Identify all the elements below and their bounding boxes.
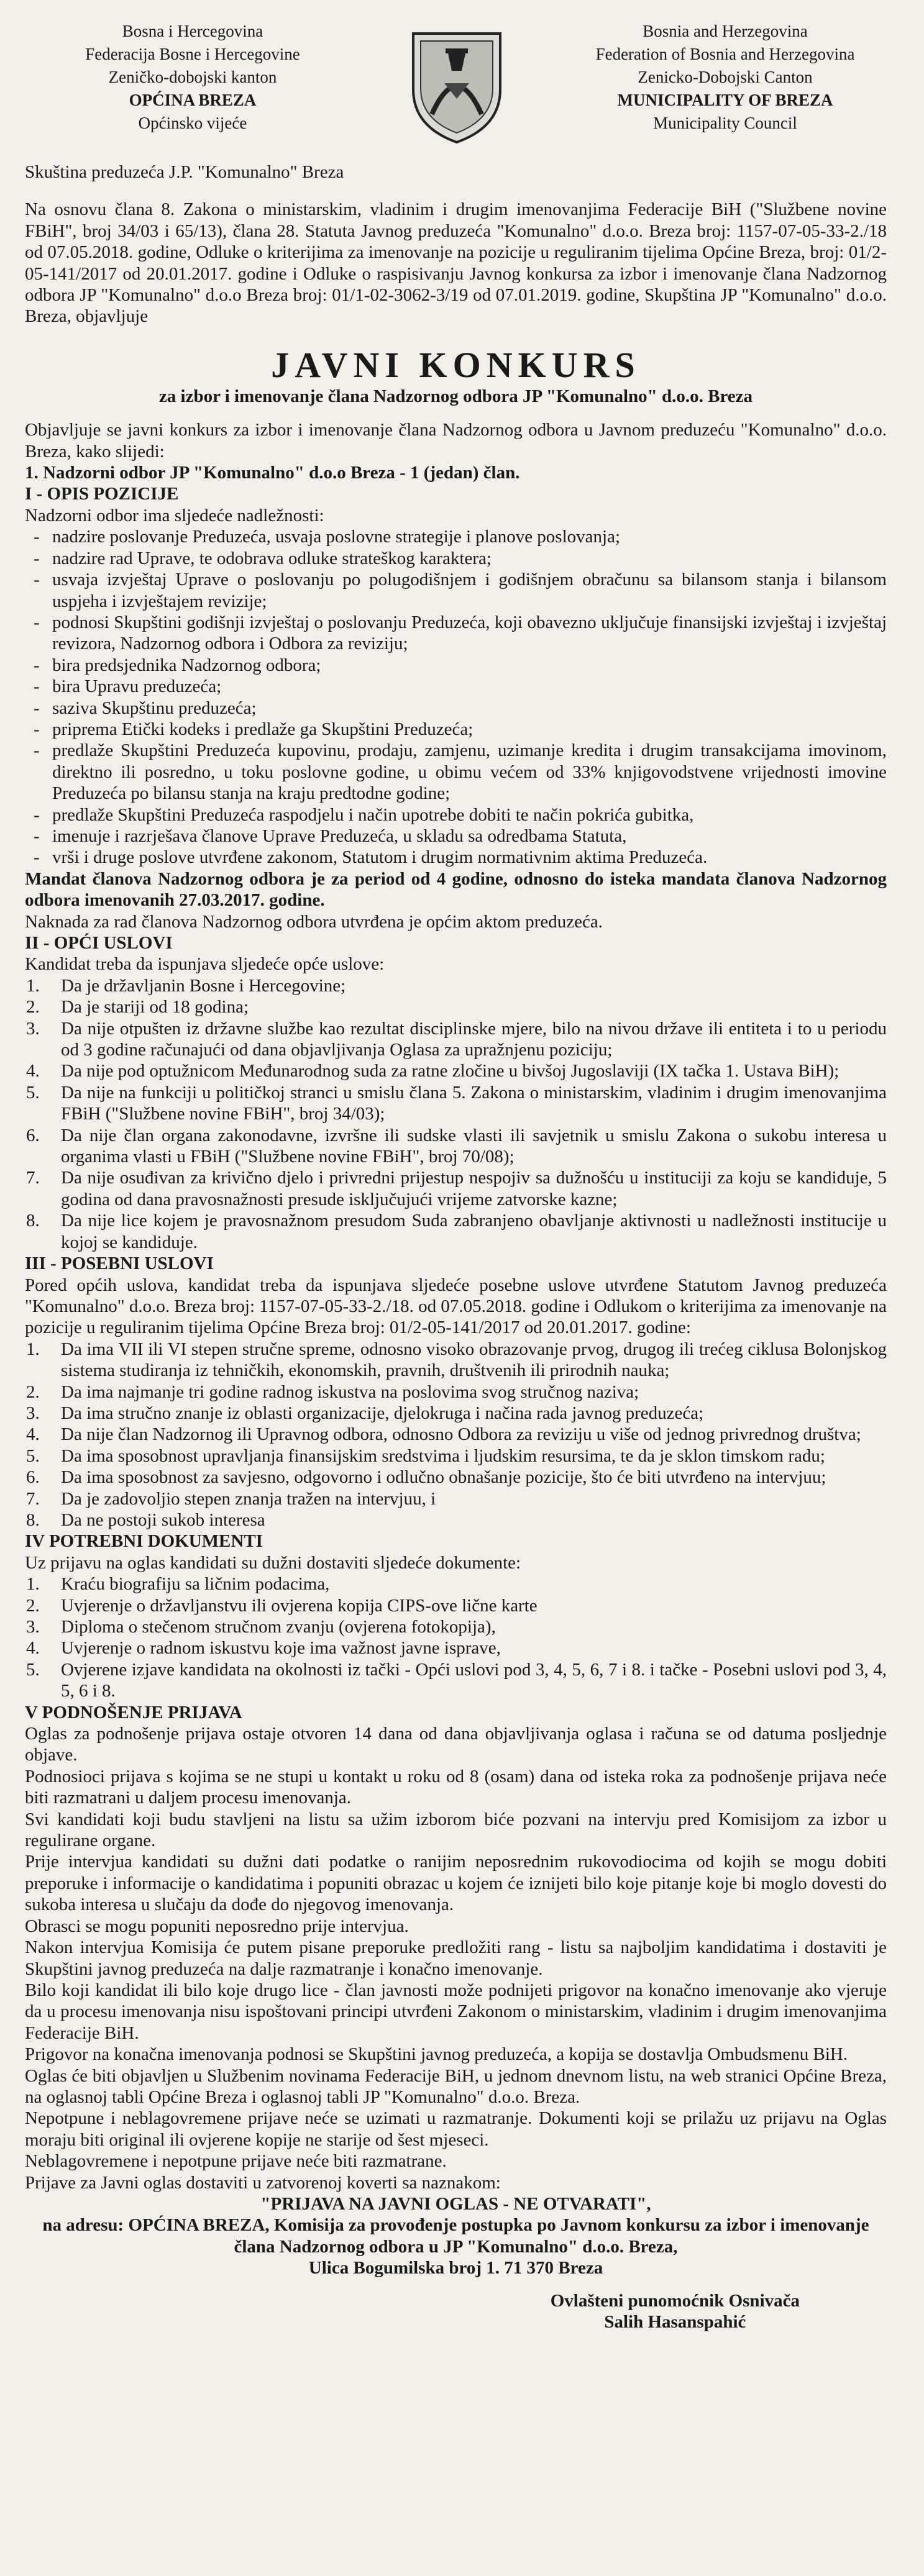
list-item: - nadzire rad Uprave, te odobrava odluke strateškog karaktera; [52,548,887,569]
list-item: - bira Upravu preduzeća; [52,676,887,697]
paragraph: Nepotpune i neblagovremene prijave neće se uzimati u razmatranje. Dokumenti koji se prilažu uz prijavu na Oglas moraju biti original ili ovjerene kopije ne starije od šest mjeseci. [25,2108,887,2150]
paragraph: Oglas za podnošenje prijava ostaje otvoren 14 dana od dana objavljivanja oglasa i računa se od datuma posljednje objave. [25,1724,887,1765]
street-address: Ulica Bogumilska broj 1. 71 370 Breza [308,2258,603,2278]
list-item: 8. Da ne postoji sukob interesa [26,1509,265,1530]
list-item: - predlaže Skupštini Preduzeća kupovinu, prodaju, zamjenu, uzimanje kredita i drugim transakcijama imovinom, direktno ili posredno, u toku poslovne godine, u obimu većem od 33% knjigovodstvene vrijednosti imovine Preduzeća po bilansu stanja na kraju predtodne godine; [52,740,887,804]
section-heading-1: I - OPIS POZICIJE [25,484,179,504]
list-item: 2. Da ima najmanje tri godine radnog iskustva na poslovima svog stručnog naziva; [26,1381,639,1402]
paragraph: Prijave za Javni oglas dostaviti u zatvorenoj koverti sa naznakom: [25,2172,501,2193]
required-documents-list [25,1573,887,1701]
list-item: 5. Da ima sposobnost upravljanja finansijskim sredstvima i ljudskim resursima, te da je sklon timskom radu; [26,1445,825,1466]
list-item: 3. Diploma o stečenom stručnom zvanju (ovjerena fotokopija), [26,1617,496,1637]
council-name: Općinsko vijeće [138,114,247,132]
list-item: 2. Da je stariji od 18 godina; [26,997,249,1017]
list-item: 5. Ovjerene izjave kandidata na okolnosti iz tački - Opći uslovi pod 3, 4, 5, 6, 7 i 8. i tačke - Posebni uslovi pod 3, 4, 5, 6 i 8. [26,1659,887,1701]
section-lead-1: Nadzorni odbor ima sljedeće nadležnosti: [25,505,324,526]
list-item: - priprema Etički kodeks i predlaže ga Skupštini Preduzeća; [52,719,887,740]
paragraph: Nakon intervjua Komisija će putem pisane preporuke predložiti rang - listu sa najboljim kandidatima i dostaviti je Skupštini javnog preduzeća na dalje razmatranje i konačno imenovanje. [25,1937,887,1979]
list-item: - bira predsjednika Nadzornog odbora; [52,655,887,676]
section-heading-2: II - OPĆI USLOVI [25,933,173,953]
letterhead [25,14,887,157]
country-name-en: Bosnia and Herzegovina [643,22,808,40]
section-heading-3: III - POSEBNI USLOVI [25,1254,214,1274]
section-lead-2: Kandidat treba da ispunjava sljedeće opće uslove: [25,954,385,975]
canton-name: Zeničko-dobojski kanton [108,68,277,86]
municipality-name: OPĆINA BREZA [129,91,257,109]
list-item: 8. Da nije lice kojem je pravosnažnom presudom Suda zabranjeno obavljanje aktivnosti u nadležnosti institucije u kojoj se kandiduje. [26,1211,887,1252]
list-item: 4. Da nije pod optužnicom Međunarodnog suda za ratne zločine u bivšoj Jugoslaviji (IX tačka 1. Ustava BiH); [26,1061,839,1081]
position-line: 1. Nadzorni odbor JP "Komunalno" d.o.o Breza - 1 (jedan) član. [25,463,520,483]
list-item: 2. Uvjerenje o državljanstvu ili ovjerena kopija CIPS-ove lične karte [26,1595,537,1616]
federation-name-en: Federation of Bosnia and Herzegovina [595,45,855,63]
list-item: - usvaja izvještaj Uprave o poslovanju po polugodišnjem i godišnjem obračunu sa bilansom stanja i bilansom uspjeha i izvještajem revizije; [52,569,887,612]
federation-name: Federacija Bosne i Hercegovine [85,45,300,63]
list-item: - predlaže Skupštini Preduzeća raspodjelu i način upotrebe dobiti te način pokrića gubitka, [52,804,887,826]
envelope-mark: "PRIJAVA NA JAVNI OGLAS - NE OTVARATI", [260,2193,651,2214]
list-item: 5. Da nije na funkciji u političkoj stranci u smislu člana 5. Zakona o ministarskim, vladinim i drugim imenovanjima FBiH ("Službene novine FBiH", broj 34/03); [26,1082,887,1124]
list-item: 6. Da ima sposobnost za savjesno, odgovorno i odlučno obnašanje pozicije, što će biti utvrđeno na intervjuu; [26,1467,826,1488]
paragraph: Obrasci se mogu popuniti neposredno prije intervjua. [25,1916,409,1936]
list-item: 4. Uvjerenje o radnom iskustvu koje ima važnost javne isprave, [26,1638,501,1659]
list-item: 7. Da je zadovoljio stepen znanja tražen na intervjuu, i [26,1488,436,1509]
special-conditions-list [25,1339,887,1531]
list-item: 6. Da nije član organa zakonodavne, izvršne ili sudske vlasti ili savjetnik u smislu Zakona o sukobu interesa u organima vlasti u FBiH ("Službene novine FBiH", broj 70/08); [26,1125,887,1167]
list-item: 1. Kraću biografiju sa ličnim podacima, [26,1574,330,1595]
list-item: - nadzire poslovanje Preduzeća, usvaja poslovne strategije i planove poslovanja; [52,526,887,547]
notice-subtitle: za izbor i imenovanje člana Nadzornog odbora JP "Komunalno" d.o.o. Breza [158,386,753,406]
list-item: - vrši i druge poslove utvrđene zakonom, Statutom i drugim normativnim aktima Preduzeća. [52,847,887,868]
list-item: 1. Da je državljanin Bosne i Hercegovine; [26,975,346,996]
paragraph: Prigovor na konačna imenovanja podnosi se Skupštini javnog preduzeća, a kopija se dostavlja Ombudsmenu BiH. [25,2044,848,2065]
list-item: 3. Da nije otpušten iz državne službe kao rezultat disciplinske mjere, bilo na nivou države ili entiteta i to u periodu od 3 godine računajući od dana objavljivanja Oglasa za upražnjenu poziciju; [26,1018,887,1060]
section-lead-3: Pored općih uslova, kandidat treba da ispunjava sljedeće posebne uslove utvrđene Statutom Javnog preduzeća "Komunalno" d.o.o. Breza broj: 1157-07-05-33-2./18. od 07.05.2018. godine i Odlukom o kriterijima za imenovanje na pozicije u reguliranim tijelima Općine Breza broj: 01/2-05-141/2017 od 20.01.2017. godine: [25,1275,887,1338]
letterhead-right [564,20,887,135]
paragraph: Prije intervjua kandidati su dužni dati podatke o ranijim neposrednim rukovodiocima od kojih se mogu dobiti preporuke i informacije o kandidatima i popuniti obrazac u kojem će iznijeti bilo koje pitanje koje bi moglo dovesti do sukoba interesa u slučaju da dođe do njegovog imenovanja. [25,1852,887,1915]
list-item: 3. Da ima stručno znanje iz oblasti organizacije, djelokruga i načina rada javnog preduzeća; [26,1403,704,1423]
paragraph: Neblagovremene i nepotpune prijave neće biti razmatrane. [25,2151,447,2172]
notice-title: JAVNI KONKURS [271,344,641,385]
letterhead-left [31,20,354,135]
announcement: Objavljuje se javni konkurs za izbor i imenovanje člana Nadzornog odbora u Javnom preduzeću "Komunalno" d.o.o. Breza, kako slijedi: [25,420,887,462]
compensation-text: Naknada za rad članova Nadzornog odbora utvrđena je općim aktom preduzeća. [25,911,603,932]
paragraph: Bilo koji kandidat ili bilo koje drugo lice - član javnosti može podnijeti prigovor na konačno imenovanje ako vjeruje da u procesu imenovanja nisu ispoštovani principi utvrđeni Zakonom o ministarskim, vladinim i drugim imenovanjima Federacije BiH. [25,1980,887,2043]
mandate-text: Mandat članova Nadzornog odbora je za period od 4 godine, odnosno do isteka mandata članova Nadzornog odbora imenovanih 27.03.2017. godine. [25,868,887,911]
section-lead-4: Uz prijavu na oglas kandidati su dužni dostaviti sljedeće dokumente: [25,1552,521,1573]
recipient: Skuština preduzeća J.P. "Komunalno" Breza [25,162,344,182]
municipality-name-en: MUNICIPALITY OF BREZA [617,91,833,109]
canton-name-en: Zenicko-Dobojski Canton [638,68,813,86]
submission-address: na adresu: OPĆINA BREZA, Komisija za provođenje postupka po Javnom konkursu za izbor i imenovanje člana Nadzornog odbora u JP "Komunalno" d.o.o. Breza, [42,2215,869,2257]
paragraph: Oglas će biti objavljen u Službenim novinama Federacije BiH, u jednom dnevnom listu, na web stranici Općine Breza, na oglasnoj tabli Općine Breza i oglasnoj tabli JP "Komunalno" d.o.o. Breza. [25,2065,887,2107]
list-item: 1. Da ima VII ili VI stepen stručne spreme, odnosno visoko obrazovanje prvog, drugog ili trećeg ciklusa Bolonjskog sistema studiranja iz tehničkih, ekonomskih, pravnih, društvenih ili prirodnih nauka; [26,1339,887,1381]
list-item: - saziva Skupštinu preduzeća; [52,698,887,719]
signatory-name: Salih Hasanspahić [604,2312,746,2332]
competences-list [25,526,887,868]
signature-block [25,2290,887,2333]
legal-basis: Na osnovu člana 8. Zakona o ministarskim, vladinim i drugim imenovanjima Federacije BiH ("Službene novine FBiH", broj 34/03 i 65/13), člana 28. Statuta Javnog preduzeća "Komunalno" d.o.o. Breza broj: 1157-07-05-33-2./18 od 07.05.2018. godine, Odluke o kriterijima za imenovanje na pozicije u reguliranim tijelima Općine Breza, broj: 01/2-05-141/2017 od 20.01.2017. godine i Odluke o raspisivanju Javnog konkursa za izbor i imenovanje člana Nadzornog odbora JP "Komunalno" d.o.o Breza broj: 01/1-02-3062-3/19 od 07.01.2019. godine, Skupština JP "Komunalno" d.o.o. Breza, objavljuje [25,199,887,327]
list-item: 4. Da nije član Nadzornog ili Upravnog odbora, odnosno Odbora za reviziju u više od jednog privrednog društva; [26,1424,861,1445]
section-heading-5: V PODNOŠENJE PRIJAVA [25,1702,242,1723]
signatory-role: Ovlašteni punomoćnik Osnivača [550,2290,800,2311]
council-name-en: Municipality Council [653,114,797,132]
list-item: 7. Da nije osuđivan za krivično djelo i privredni prijestup nespojiv sa dužnošću u instituciji za koju se kandiduje, 5 godina od dana pravosnažnosti presude isključujući vrijeme zatvorske kazne; [26,1168,887,1209]
list-item: - imenuje i razrješava članove Uprave Preduzeća, u skladu sa odredbama Statuta, [52,826,887,847]
paragraph: Podnosioci prijava s kojima se ne stupi u kontakt u roku od 8 (osam) dana od isteka roka za podnošenje prijava neće biti razmatrani u daljem procesu imenovanja. [25,1766,887,1808]
section-heading-4: IV POTREBNI DOKUMENTI [25,1531,263,1552]
municipality-coat-of-arms-icon [407,21,506,145]
list-item: - podnosi Skupštini godišnji izvještaj o poslovanju Preduzeća, koji obavezno uključuje finansijski izvještaj i izvještaj revizora, Nadzornog odbora i Odbora za reviziju; [52,612,887,655]
country-name: Bosna i Hercegovina [122,22,263,40]
general-conditions-list [25,975,887,1253]
paragraph: Svi kandidati koji budu stavljeni na listu sa užim izborom biće pozvani na intervju pred Komisijom za izbor u regulirane organe. [25,1809,887,1851]
